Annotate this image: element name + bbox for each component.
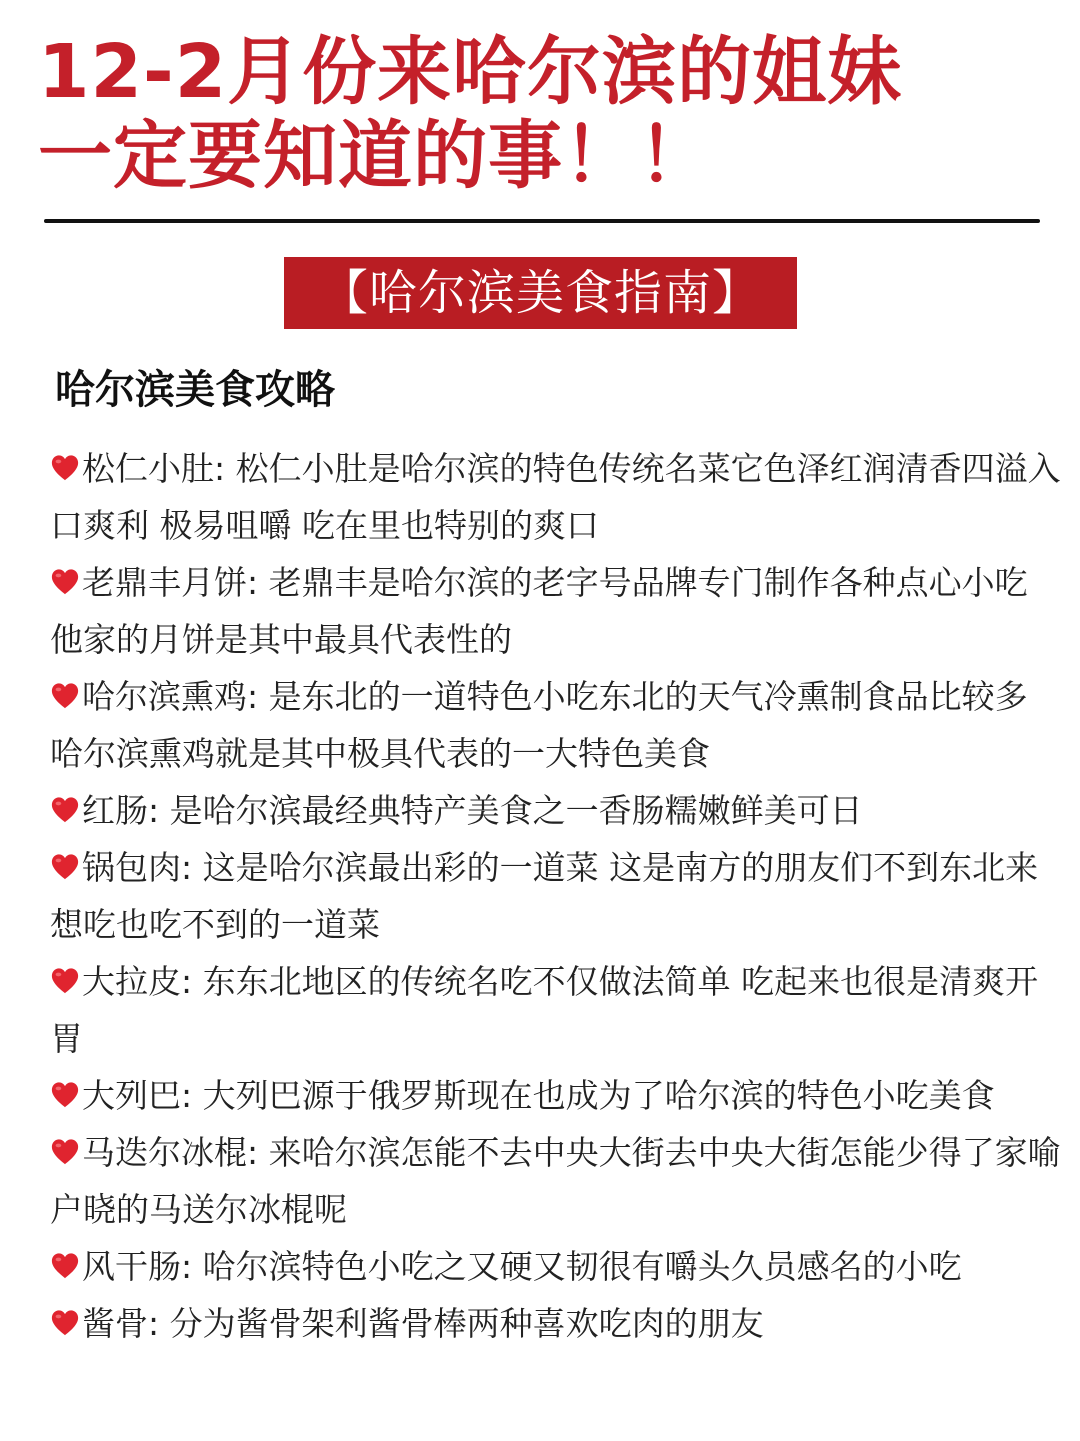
- heart-icon: [50, 852, 80, 882]
- food-guide-banner: 【哈尔滨美食指南】: [284, 257, 797, 329]
- food-item-name: 马迭尔冰棍: [82, 1133, 247, 1172]
- section-title: 哈尔滨美食攻略: [55, 367, 335, 413]
- food-item: 大列巴: 大列巴源于俄罗斯现在也成为了哈尔滨的特色小吃美食: [50, 1067, 1070, 1124]
- food-item: 酱骨: 分为酱骨架利酱骨棒两种喜欢吃肉的朋友: [50, 1295, 1070, 1352]
- food-item: 马迭尔冰棍: 来哈尔滨怎能不去中央大街去中央大街怎能少得了家喻户晓的马送尔冰棍呢: [50, 1133, 1061, 1229]
- food-item-name: 老鼎丰月饼: [82, 563, 247, 602]
- food-item: 老鼎丰月饼: 老鼎丰是哈尔滨的老字号品牌专门制作各种点心小吃 他家的月饼是其中最具代表性的: [50, 563, 1028, 659]
- food-item: 大拉皮: 东东北地区的传统名吃不仅做法简单 吃起来也很是清爽开胃: [50, 962, 1039, 1058]
- heart-icon: [50, 567, 80, 597]
- headline: [38, 30, 1048, 198]
- divider: [44, 219, 1040, 223]
- food-item: 风干肠: 哈尔滨特色小吃之又硬又韧很有嚼头久员感名的小吃: [50, 1238, 1070, 1295]
- food-item: 红肠: 是哈尔滨最经典特产美食之一香肠糯嫩鲜美可日: [50, 782, 1070, 839]
- heart-icon: [50, 1080, 80, 1110]
- food-item-desc: 这是哈尔滨最出彩的一道菜 这是南方的朋友们不到东北来想吃也吃不到的一道菜: [50, 848, 1039, 944]
- food-item: 哈尔滨熏鸡: 是东北的一道特色小吃东北的天气冷熏制食品比较多 哈尔滨熏鸡就是其中极具代表的一大特色美食: [50, 677, 1028, 773]
- food-item-name: 松仁小肚: [82, 449, 214, 488]
- food-item-desc: 分为酱骨架利酱骨棒两种喜欢吃肉的朋友: [169, 1304, 764, 1343]
- headline-line-2: 一定要知道的事！！: [38, 113, 713, 199]
- food-item-name: 锅包肉: [82, 848, 181, 887]
- food-item-desc: 东东北地区的传统名吃不仅做法简单 吃起来也很是清爽开胃: [50, 962, 1039, 1058]
- food-item-name: 大列巴: [82, 1076, 181, 1115]
- food-item-name: 风干肠: [82, 1247, 181, 1286]
- food-item-desc: 老鼎丰是哈尔滨的老字号品牌专门制作各种点心小吃 他家的月饼是其中最具代表性的: [50, 563, 1028, 659]
- heart-icon: [50, 1308, 80, 1338]
- food-list: [50, 440, 1070, 1352]
- food-item-name: 红肠: [82, 791, 148, 830]
- food-item-name: 哈尔滨熏鸡: [82, 677, 247, 716]
- food-item-desc: 哈尔滨特色小吃之又硬又韧很有嚼头久员感名的小吃: [202, 1247, 962, 1286]
- heart-icon: [50, 453, 80, 483]
- food-item: 锅包肉: 这是哈尔滨最出彩的一道菜 这是南方的朋友们不到东北来想吃也吃不到的一道菜: [50, 848, 1039, 944]
- heart-icon: [50, 966, 80, 996]
- food-item-desc: 来哈尔滨怎能不去中央大街去中央大街怎能少得了家喻户晓的马送尔冰棍呢: [50, 1133, 1061, 1229]
- food-item-name: 大拉皮: [82, 962, 181, 1001]
- heart-icon: [50, 1137, 80, 1167]
- food-item-desc: 松仁小肚是哈尔滨的特色传统名菜它色泽红润清香四溢入口爽利 极易咀嚼 吃在里也特别的爽口: [50, 449, 1061, 545]
- heart-icon: [50, 795, 80, 825]
- heart-icon: [50, 1251, 80, 1281]
- food-item-name: 酱骨: [82, 1304, 148, 1343]
- food-item-desc: 是哈尔滨最经典特产美食之一香肠糯嫩鲜美可日: [169, 791, 863, 830]
- headline-line-1: 12-2月份来哈尔滨的姐妹: [38, 29, 903, 115]
- heart-icon: [50, 681, 80, 711]
- food-item: 松仁小肚: 松仁小肚是哈尔滨的特色传统名菜它色泽红润清香四溢入口爽利 极易咀嚼 吃在里也特别的爽口: [50, 449, 1061, 545]
- food-item-desc: 是东北的一道特色小吃东北的天气冷熏制食品比较多 哈尔滨熏鸡就是其中极具代表的一大特色美食: [50, 677, 1028, 773]
- food-item-desc: 大列巴源于俄罗斯现在也成为了哈尔滨的特色小吃美食: [202, 1076, 995, 1115]
